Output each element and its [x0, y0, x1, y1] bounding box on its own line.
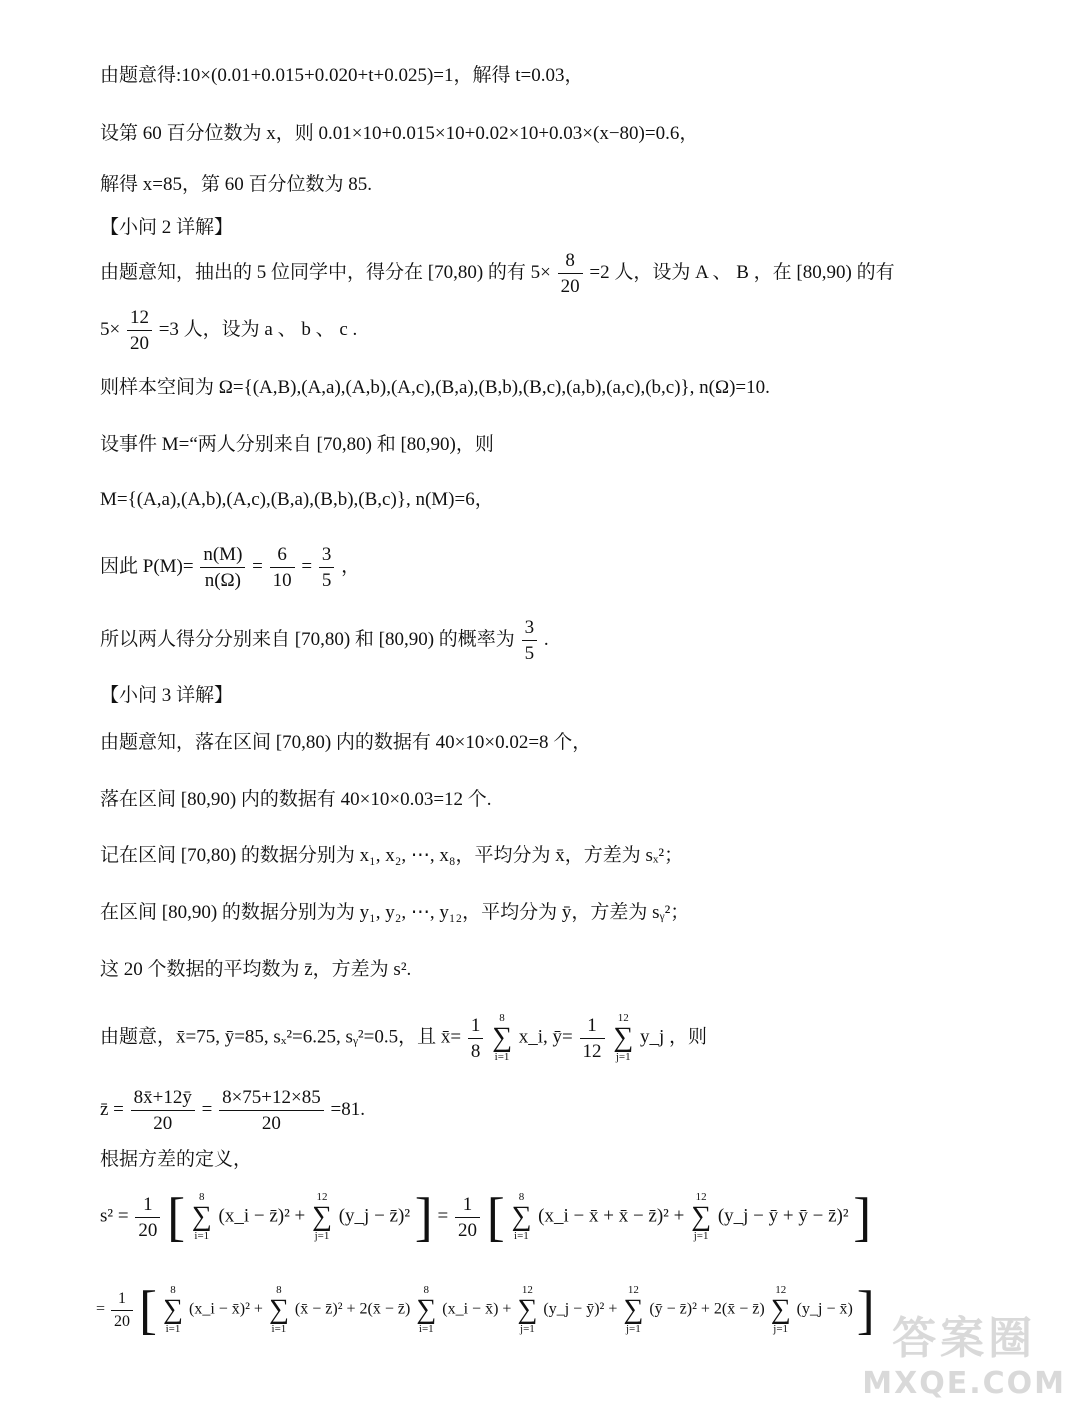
line-sample-space: 则样本空间为 Ω={(A,B),(A,a),(A,b),(A,c),(B,a),(B,b),(B,c),(a,b),(a,c),(b,c)}, n(Ω)=10. [100, 377, 770, 398]
sum-symbol: 12 ∑ j=1 [613, 1012, 634, 1063]
fraction: $\frac{n(M)}{n(\Omega)}$ [200, 545, 245, 590]
line-given-values: 由题意，x̄=75, ȳ=85, sₓ²=6.25, sᵧ²=0.5，且 x̄= $\frac{1}{8}$ 8 ∑ i=1 x_i, ȳ= $\frac{1}{12}$ 12 ∑ j=1 y_j ，则 [100, 1012, 708, 1063]
text: ，则 [669, 1026, 708, 1048]
sum-symbol: 8 ∑ i=1 [416, 1284, 437, 1335]
line-solve-t: 由题意得:10×(0.01+0.015+0.020+t+0.025)=1，解得 t=0.03， [100, 65, 584, 86]
line-count-80-90: 落在区间 [80,90) 内的数据有 40×10×0.03=12 个. [100, 789, 492, 810]
fraction: $\frac{8}{20}$ [558, 251, 583, 296]
sum-symbol: 8 ∑ i=1 [191, 1191, 212, 1242]
line-part2-intro [100, 251, 895, 296]
fraction: $\frac{12}{20}$ [127, 308, 152, 353]
fraction: $\frac{1}{12}$ [580, 1016, 605, 1061]
line-event-set: M={(A,a),(A,b),(A,c),(B,a),(B,b),(B,c)}, n(M)=6， [100, 489, 494, 510]
sum-symbol: 12 ∑ j=1 [770, 1284, 791, 1335]
line-part2-count [100, 308, 357, 353]
text: = [252, 555, 263, 577]
fraction: $\frac{8x̄+12ȳ}{20}$ [131, 1088, 195, 1133]
text: =3 人，设为 a 、 b 、 c . [158, 318, 358, 340]
fraction: $\frac{1}{20}$ [111, 1291, 133, 1330]
line-notation-x: 记在区间 [70,80) 的数据分别为 x₁, x₂, ⋯, x₈，平均分为 x̄，方差为 sₓ²； [100, 845, 684, 866]
fraction: $\frac{1}{20}$ [455, 1195, 480, 1240]
text: 因此 P(M)= [100, 555, 194, 577]
line-probability: 因此 P(M)= $\frac{n(M)}{n(\Omega)}$ = $\frac{6}{10}$ = $\frac{3}{5}$ ， [100, 544, 361, 591]
line-event-def: 设事件 M=“两人分别来自 [70,80) 和 [80,90)，则 [100, 434, 494, 455]
line-count-70-80: 由题意知，落在区间 [70,80) 内的数据有 40×10×0.02=8 个， [100, 732, 592, 753]
fraction: $\frac{6}{10}$ [270, 545, 295, 590]
line-notation-z: 这 20 个数据的平均数为 z̄，方差为 s². [100, 959, 412, 980]
line-percentile-setup: 设第 60 百分位数为 x，则 0.01×10+0.015×10+0.02×10+0.03×(x−80)=0.6， [100, 123, 699, 144]
heading-part2: 【小问 2 详解】 [100, 217, 234, 238]
text: 所以两人得分分别来自 [70,80) 和 [80,90) 的概率为 [100, 628, 515, 650]
text: =81. [330, 1098, 365, 1120]
sum-symbol: 8 ∑ i=1 [511, 1191, 532, 1242]
sum-symbol: 8 ∑ i=1 [268, 1284, 289, 1335]
heading-part3: 【小问 3 详解】 [100, 685, 234, 706]
text: 由题意，x̄=75, ȳ=85, sₓ²=6.25, sᵧ²=0.5，且 x̄= [100, 1026, 462, 1048]
line-conclusion: 所以两人得分分别来自 [70,80) 和 [80,90) 的概率为 $\frac{3}{5}$ . [100, 617, 549, 664]
line-zbar: z̄ = $\frac{8x̄+12ȳ}{20}$ = $\frac{8\times 75+12\times 85}{20}$ =81. [100, 1087, 365, 1134]
line-percentile-result: 解得 x=85，第 60 百分位数为 85. [100, 174, 372, 195]
fraction: $\frac{1}{20}$ [135, 1195, 160, 1240]
sum-symbol: 12 ∑ j=1 [517, 1284, 538, 1335]
line-variance-eq1: s² = $\frac{1}{20}$ [ 8 ∑ i=1 (x_i − z̄)² + 12 ∑ j=1 (y_j − z̄)² ] = $\frac{1}{20}$ [ 8 ∑ i=1 (x_i − x̄ + x̄ − z̄)² + 12 ∑ j=1 (y_j − ȳ + ȳ − z̄)² ] [100, 1187, 872, 1247]
text: =2 人，设为 A 、 B ，在 [80,90) 的有 [589, 261, 895, 283]
text: 5× [100, 318, 121, 340]
sum-symbol: 8 ∑ i=1 [163, 1284, 183, 1335]
text: 由题意知，抽出的 5 位同学中，得分在 [70,80) 的有 5× [100, 261, 551, 283]
line-notation-y: 在区间 [80,90) 的数据分别为为 y₁, y₂, ⋯, y₁₂，平均分为 ȳ，方差为 sᵧ²； [100, 902, 690, 923]
sum-symbol: 12 ∑ j=1 [623, 1284, 644, 1335]
watermark-logo: 答案圈 MXQE.COM [862, 1313, 1066, 1401]
sum-symbol: 12 ∑ j=1 [312, 1191, 332, 1242]
fraction: $\frac{8\times 75+12\times 85}{20}$ [219, 1088, 324, 1133]
sum-symbol: 8 ∑ i=1 [492, 1012, 513, 1063]
line-variance-def: 根据方差的定义， [100, 1149, 253, 1170]
fraction: $\frac{3}{5}$ [522, 618, 538, 663]
fraction: $\frac{3}{5}$ [319, 545, 335, 590]
fraction: $\frac{1}{8}$ [468, 1016, 484, 1061]
sum-symbol: 12 ∑ j=1 [691, 1191, 712, 1242]
text: = [301, 555, 313, 577]
line-variance-eq2: = $\frac{1}{20}$ [ 8 ∑ i=1 (x_i − x̄)² + 8 ∑ i=1 (x̄ − z̄)² + 2(x̄ − z̄) 8 ∑ i=1 (x_i − x̄) + 12 ∑ j=1 (y_j − ȳ)² + 12 ∑ j=1 (ȳ − z̄)² + 2(x̄ − z̄) 12 ∑ j=1 (y_j − x̄) ] [96, 1280, 875, 1340]
